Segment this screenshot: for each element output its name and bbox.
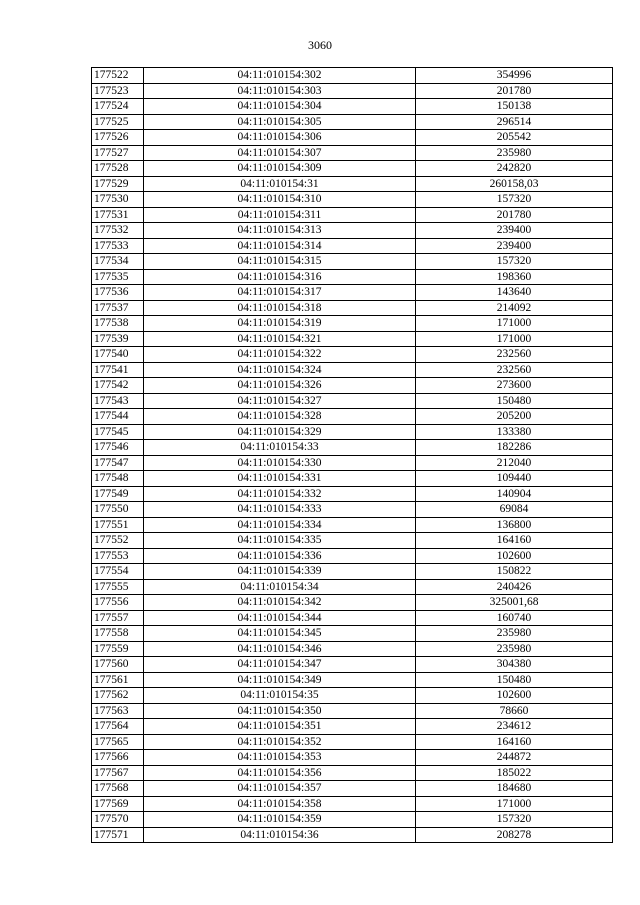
table-row	[92, 812, 613, 828]
table-row	[92, 471, 613, 487]
table-row	[92, 207, 613, 223]
cadastral-value-cell: 242820	[416, 161, 613, 177]
cadastral-value-cell: 235980	[416, 145, 613, 161]
cadastral-value-cell: 205200	[416, 409, 613, 425]
row-number-cell: 177527	[92, 145, 144, 161]
row-number-cell: 177533	[92, 238, 144, 254]
cadastral-value-cell: 164160	[416, 533, 613, 549]
cadastral-value-cell: 239400	[416, 223, 613, 239]
cadastral-number-cell: 04:11:010154:350	[144, 703, 416, 719]
cadastral-value-cell: 171000	[416, 796, 613, 812]
cadastral-number-cell: 04:11:010154:31	[144, 176, 416, 192]
cadastral-number-cell: 04:11:010154:34	[144, 579, 416, 595]
row-number-cell: 177541	[92, 362, 144, 378]
cadastral-value-cell: 157320	[416, 192, 613, 208]
table-row	[92, 378, 613, 394]
cadastral-number-cell: 04:11:010154:332	[144, 486, 416, 502]
table-row	[92, 68, 613, 84]
cadastral-number-cell: 04:11:010154:36	[144, 827, 416, 843]
page-number: 3060	[308, 38, 332, 52]
table-body	[92, 68, 613, 843]
cadastral-value-cell: 354996	[416, 68, 613, 84]
cadastral-number-cell: 04:11:010154:313	[144, 223, 416, 239]
table-row	[92, 347, 613, 363]
row-number-cell: 177542	[92, 378, 144, 394]
table-row	[92, 254, 613, 270]
cadastral-value-cell: 182286	[416, 440, 613, 456]
row-number-cell: 177559	[92, 641, 144, 657]
row-number-cell: 177568	[92, 781, 144, 797]
table-row	[92, 393, 613, 409]
cadastral-number-cell: 04:11:010154:303	[144, 83, 416, 99]
row-number-cell: 177543	[92, 393, 144, 409]
cadastral-number-cell: 04:11:010154:310	[144, 192, 416, 208]
table-row	[92, 409, 613, 425]
table-row	[92, 424, 613, 440]
table-row	[92, 765, 613, 781]
cadastral-number-cell: 04:11:010154:330	[144, 455, 416, 471]
cadastral-value-cell: 133380	[416, 424, 613, 440]
cadastral-number-cell: 04:11:010154:306	[144, 130, 416, 146]
table-row	[92, 796, 613, 812]
cadastral-value-cell: 164160	[416, 734, 613, 750]
cadastral-value-cell: 143640	[416, 285, 613, 301]
cadastral-value-cell: 244872	[416, 750, 613, 766]
cadastral-number-cell: 04:11:010154:351	[144, 719, 416, 735]
cadastral-number-cell: 04:11:010154:326	[144, 378, 416, 394]
table-row	[92, 99, 613, 115]
cadastral-number-cell: 04:11:010154:339	[144, 564, 416, 580]
table-row	[92, 192, 613, 208]
row-number-cell: 177556	[92, 595, 144, 611]
table-row	[92, 316, 613, 332]
row-number-cell: 177524	[92, 99, 144, 115]
table-row	[92, 641, 613, 657]
row-number-cell: 177544	[92, 409, 144, 425]
table-row	[92, 657, 613, 673]
row-number-cell: 177551	[92, 517, 144, 533]
cadastral-value-cell: 214092	[416, 300, 613, 316]
table-row	[92, 626, 613, 642]
row-number-cell: 177555	[92, 579, 144, 595]
cadastral-number-cell: 04:11:010154:331	[144, 471, 416, 487]
row-number-cell: 177567	[92, 765, 144, 781]
cadastral-number-cell: 04:11:010154:342	[144, 595, 416, 611]
cadastral-value-cell: 296514	[416, 114, 613, 130]
cadastral-value-cell: 235980	[416, 641, 613, 657]
cadastral-value-cell: 171000	[416, 331, 613, 347]
row-number-cell: 177560	[92, 657, 144, 673]
row-number-cell: 177522	[92, 68, 144, 84]
table-row	[92, 83, 613, 99]
table-row	[92, 610, 613, 626]
row-number-cell: 177536	[92, 285, 144, 301]
row-number-cell: 177570	[92, 812, 144, 828]
table-row	[92, 486, 613, 502]
cadastral-number-cell: 04:11:010154:349	[144, 672, 416, 688]
row-number-cell: 177550	[92, 502, 144, 518]
cadastral-value-cell: 232560	[416, 362, 613, 378]
row-number-cell: 177569	[92, 796, 144, 812]
table-row	[92, 827, 613, 843]
row-number-cell: 177546	[92, 440, 144, 456]
cadastral-value-cell: 150480	[416, 672, 613, 688]
cadastral-number-cell: 04:11:010154:346	[144, 641, 416, 657]
table-row	[92, 300, 613, 316]
cadastral-number-cell: 04:11:010154:356	[144, 765, 416, 781]
cadastral-value-cell: 208278	[416, 827, 613, 843]
row-number-cell: 177566	[92, 750, 144, 766]
cadastral-value-cell: 160740	[416, 610, 613, 626]
row-number-cell: 177549	[92, 486, 144, 502]
cadastral-value-cell: 157320	[416, 812, 613, 828]
table-row	[92, 440, 613, 456]
row-number-cell: 177563	[92, 703, 144, 719]
table-row	[92, 114, 613, 130]
row-number-cell: 177561	[92, 672, 144, 688]
row-number-cell: 177530	[92, 192, 144, 208]
cadastral-value-cell: 150480	[416, 393, 613, 409]
cadastral-number-cell: 04:11:010154:317	[144, 285, 416, 301]
cadastral-number-cell: 04:11:010154:319	[144, 316, 416, 332]
cadastral-number-cell: 04:11:010154:353	[144, 750, 416, 766]
row-number-cell: 177538	[92, 316, 144, 332]
row-number-cell: 177564	[92, 719, 144, 735]
row-number-cell: 177531	[92, 207, 144, 223]
row-number-cell: 177545	[92, 424, 144, 440]
cadastral-number-cell: 04:11:010154:359	[144, 812, 416, 828]
table-row	[92, 548, 613, 564]
cadastral-number-cell: 04:11:010154:344	[144, 610, 416, 626]
cadastral-number-cell: 04:11:010154:33	[144, 440, 416, 456]
cadastral-value-cell: 260158,03	[416, 176, 613, 192]
cadastral-value-cell: 140904	[416, 486, 613, 502]
table-row	[92, 161, 613, 177]
row-number-cell: 177528	[92, 161, 144, 177]
cadastral-number-cell: 04:11:010154:315	[144, 254, 416, 270]
row-number-cell: 177558	[92, 626, 144, 642]
table-row	[92, 176, 613, 192]
cadastral-number-cell: 04:11:010154:321	[144, 331, 416, 347]
cadastral-value-cell: 273600	[416, 378, 613, 394]
table-row	[92, 564, 613, 580]
cadastral-value-cell: 304380	[416, 657, 613, 673]
table-row	[92, 238, 613, 254]
table-row	[92, 331, 613, 347]
table-row	[92, 285, 613, 301]
row-number-cell: 177554	[92, 564, 144, 580]
cadastral-number-cell: 04:11:010154:347	[144, 657, 416, 673]
table-row	[92, 781, 613, 797]
table-row	[92, 145, 613, 161]
cadastral-number-cell: 04:11:010154:35	[144, 688, 416, 704]
cadastral-number-cell: 04:11:010154:336	[144, 548, 416, 564]
row-number-cell: 177552	[92, 533, 144, 549]
cadastral-number-cell: 04:11:010154:322	[144, 347, 416, 363]
cadastral-value-cell: 157320	[416, 254, 613, 270]
cadastral-value-cell: 136800	[416, 517, 613, 533]
cadastral-number-cell: 04:11:010154:309	[144, 161, 416, 177]
table-row	[92, 595, 613, 611]
table-row	[92, 502, 613, 518]
cadastral-number-cell: 04:11:010154:345	[144, 626, 416, 642]
cadastral-number-cell: 04:11:010154:335	[144, 533, 416, 549]
cadastral-value-cell: 109440	[416, 471, 613, 487]
row-number-cell: 177523	[92, 83, 144, 99]
row-number-cell: 177525	[92, 114, 144, 130]
cadastral-number-cell: 04:11:010154:328	[144, 409, 416, 425]
cadastral-value-cell: 78660	[416, 703, 613, 719]
cadastral-value-cell: 185022	[416, 765, 613, 781]
cadastral-value-cell: 201780	[416, 207, 613, 223]
table-row	[92, 579, 613, 595]
cadastral-value-cell: 171000	[416, 316, 613, 332]
row-number-cell: 177557	[92, 610, 144, 626]
table-row	[92, 517, 613, 533]
row-number-cell: 177565	[92, 734, 144, 750]
row-number-cell: 177548	[92, 471, 144, 487]
row-number-cell: 177535	[92, 269, 144, 285]
row-number-cell: 177571	[92, 827, 144, 843]
cadastral-value-cell: 184680	[416, 781, 613, 797]
cadastral-value-cell: 232560	[416, 347, 613, 363]
cadastral-value-cell: 205542	[416, 130, 613, 146]
cadastral-number-cell: 04:11:010154:304	[144, 99, 416, 115]
row-number-cell: 177562	[92, 688, 144, 704]
cadastral-value-cell: 102600	[416, 548, 613, 564]
table-row	[92, 719, 613, 735]
cadastral-value-cell: 240426	[416, 579, 613, 595]
table-row	[92, 533, 613, 549]
cadastral-value-cell: 239400	[416, 238, 613, 254]
row-number-cell: 177534	[92, 254, 144, 270]
cadastral-value-cell: 150138	[416, 99, 613, 115]
cadastral-number-cell: 04:11:010154:334	[144, 517, 416, 533]
cadastral-value-cell: 201780	[416, 83, 613, 99]
row-number-cell: 177526	[92, 130, 144, 146]
cadastral-value-cell: 235980	[416, 626, 613, 642]
table-row	[92, 734, 613, 750]
row-number-cell: 177529	[92, 176, 144, 192]
cadastral-value-table	[91, 67, 613, 843]
row-number-cell: 177537	[92, 300, 144, 316]
cadastral-number-cell: 04:11:010154:314	[144, 238, 416, 254]
row-number-cell: 177532	[92, 223, 144, 239]
table-row	[92, 362, 613, 378]
cadastral-number-cell: 04:11:010154:311	[144, 207, 416, 223]
cadastral-value-cell: 234612	[416, 719, 613, 735]
cadastral-value-cell: 198360	[416, 269, 613, 285]
table-row	[92, 703, 613, 719]
table-row	[92, 269, 613, 285]
cadastral-number-cell: 04:11:010154:329	[144, 424, 416, 440]
cadastral-number-cell: 04:11:010154:324	[144, 362, 416, 378]
cadastral-value-cell: 150822	[416, 564, 613, 580]
cadastral-number-cell: 04:11:010154:352	[144, 734, 416, 750]
table-row	[92, 223, 613, 239]
cadastral-number-cell: 04:11:010154:302	[144, 68, 416, 84]
cadastral-value-cell: 69084	[416, 502, 613, 518]
cadastral-number-cell: 04:11:010154:307	[144, 145, 416, 161]
cadastral-number-cell: 04:11:010154:316	[144, 269, 416, 285]
cadastral-value-cell: 212040	[416, 455, 613, 471]
cadastral-number-cell: 04:11:010154:305	[144, 114, 416, 130]
cadastral-number-cell: 04:11:010154:357	[144, 781, 416, 797]
cadastral-number-cell: 04:11:010154:327	[144, 393, 416, 409]
table-row	[92, 750, 613, 766]
row-number-cell: 177539	[92, 331, 144, 347]
table-row	[92, 455, 613, 471]
cadastral-value-cell: 102600	[416, 688, 613, 704]
table-row	[92, 672, 613, 688]
cadastral-number-cell: 04:11:010154:318	[144, 300, 416, 316]
row-number-cell: 177553	[92, 548, 144, 564]
table-row	[92, 130, 613, 146]
table-row	[92, 688, 613, 704]
cadastral-number-cell: 04:11:010154:358	[144, 796, 416, 812]
row-number-cell: 177540	[92, 347, 144, 363]
cadastral-value-cell: 325001,68	[416, 595, 613, 611]
cadastral-number-cell: 04:11:010154:333	[144, 502, 416, 518]
row-number-cell: 177547	[92, 455, 144, 471]
